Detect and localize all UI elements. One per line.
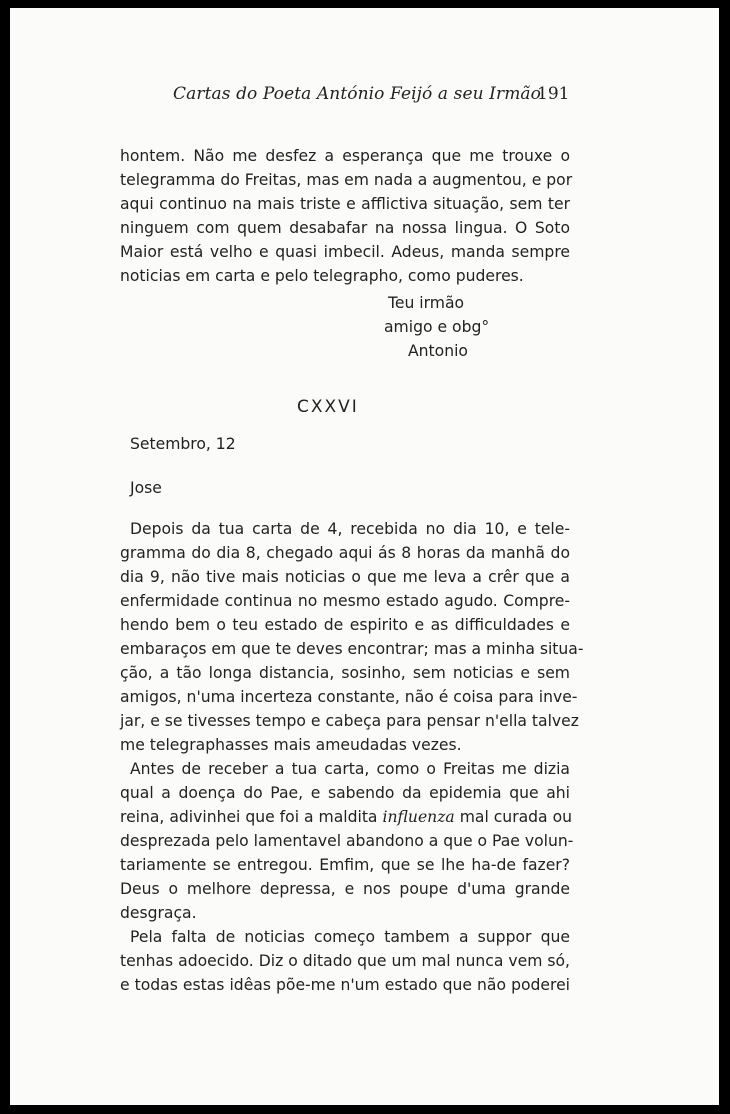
text-line: e todas estas idêas põe-me n'um estado que não poderei xyxy=(120,976,570,994)
signature-line: Teu irmão xyxy=(388,294,465,312)
text-line: Maior está velho e quasi imbecil. Adeus, manda sempre xyxy=(120,243,570,261)
letter-number: CXXVI xyxy=(297,397,359,417)
signature-line: amigo e obg° xyxy=(384,318,490,336)
text-line: ção, a tão longa distancia, sosinho, sem noticias e sem xyxy=(120,664,570,682)
text-line: enfermidade continua no mesmo estado agudo. Compre- xyxy=(120,592,570,610)
text-fragment: mal curada ou xyxy=(459,808,572,826)
text-line: embaraços em que te deves encontrar; mas a minha situa- xyxy=(120,640,584,658)
text-line: aqui continuo na mais triste e afflictiva situação, sem ter xyxy=(120,195,570,213)
letter-salutation: Jose xyxy=(130,479,162,497)
text-line: jar, e se tivesses tempo e cabeça para pensar n'ella talvez xyxy=(120,712,579,730)
text-line xyxy=(120,805,570,829)
letter-date: Setembro, 12 xyxy=(130,435,236,453)
text-line: tariamente se entregou. Emfim, que se lhe ha-de fazer? xyxy=(120,856,570,874)
text-line: gramma do dia 8, chegado aqui ás 8 horas da manhã do xyxy=(120,544,570,562)
text-line: desgraça. xyxy=(120,904,197,922)
text-line: telegramma do Freitas, mas em nada a augmentou, e por xyxy=(120,171,573,189)
running-header xyxy=(10,84,719,114)
text-fragment: reina, adivinhei que foi a maldita xyxy=(120,808,378,826)
running-title: Cartas do Poeta António Feijó a seu Irmão xyxy=(173,84,541,104)
text-line: amigos, n'uma incerteza constante, não é coisa para inve- xyxy=(120,688,578,706)
text-line: me telegraphasses mais ameudadas vezes. xyxy=(120,736,462,754)
text-line: Antes de receber a tua carta, como o Freitas me dizia xyxy=(130,760,570,778)
book-page xyxy=(10,8,719,1105)
text-line: ninguem com quem desabafar na nossa lingua. O Soto xyxy=(120,219,570,237)
text-line: qual a doença do Pae, e sabendo da epidemia que ahi xyxy=(120,784,570,802)
text-line: Pela falta de noticias começo tambem a suppor que xyxy=(130,928,570,946)
text-line: hontem. Não me desfez a esperança que me trouxe o xyxy=(120,147,570,165)
text-line: noticias em carta e pelo telegrapho, como puderes. xyxy=(120,267,524,285)
text-line: tenhas adoecido. Diz o ditado que um mal nunca vem só, xyxy=(120,952,570,970)
signature-name: Antonio xyxy=(408,342,468,360)
text-line: desprezada pelo lamentavel abandono a que o Pae volun- xyxy=(120,832,574,850)
italic-term: influenza xyxy=(382,808,455,826)
text-line: Depois da tua carta de 4, recebida no dia 10, e tele- xyxy=(130,520,570,538)
text-line: dia 9, não tive mais noticias o que me leva a crêr que a xyxy=(120,568,570,586)
text-line: Deus o melhore depressa, e nos poupe d'uma grande xyxy=(120,880,570,898)
text-line: hendo bem o teu estado de espirito e as difficuldades e xyxy=(120,616,570,634)
page-number: 191 xyxy=(537,84,570,104)
